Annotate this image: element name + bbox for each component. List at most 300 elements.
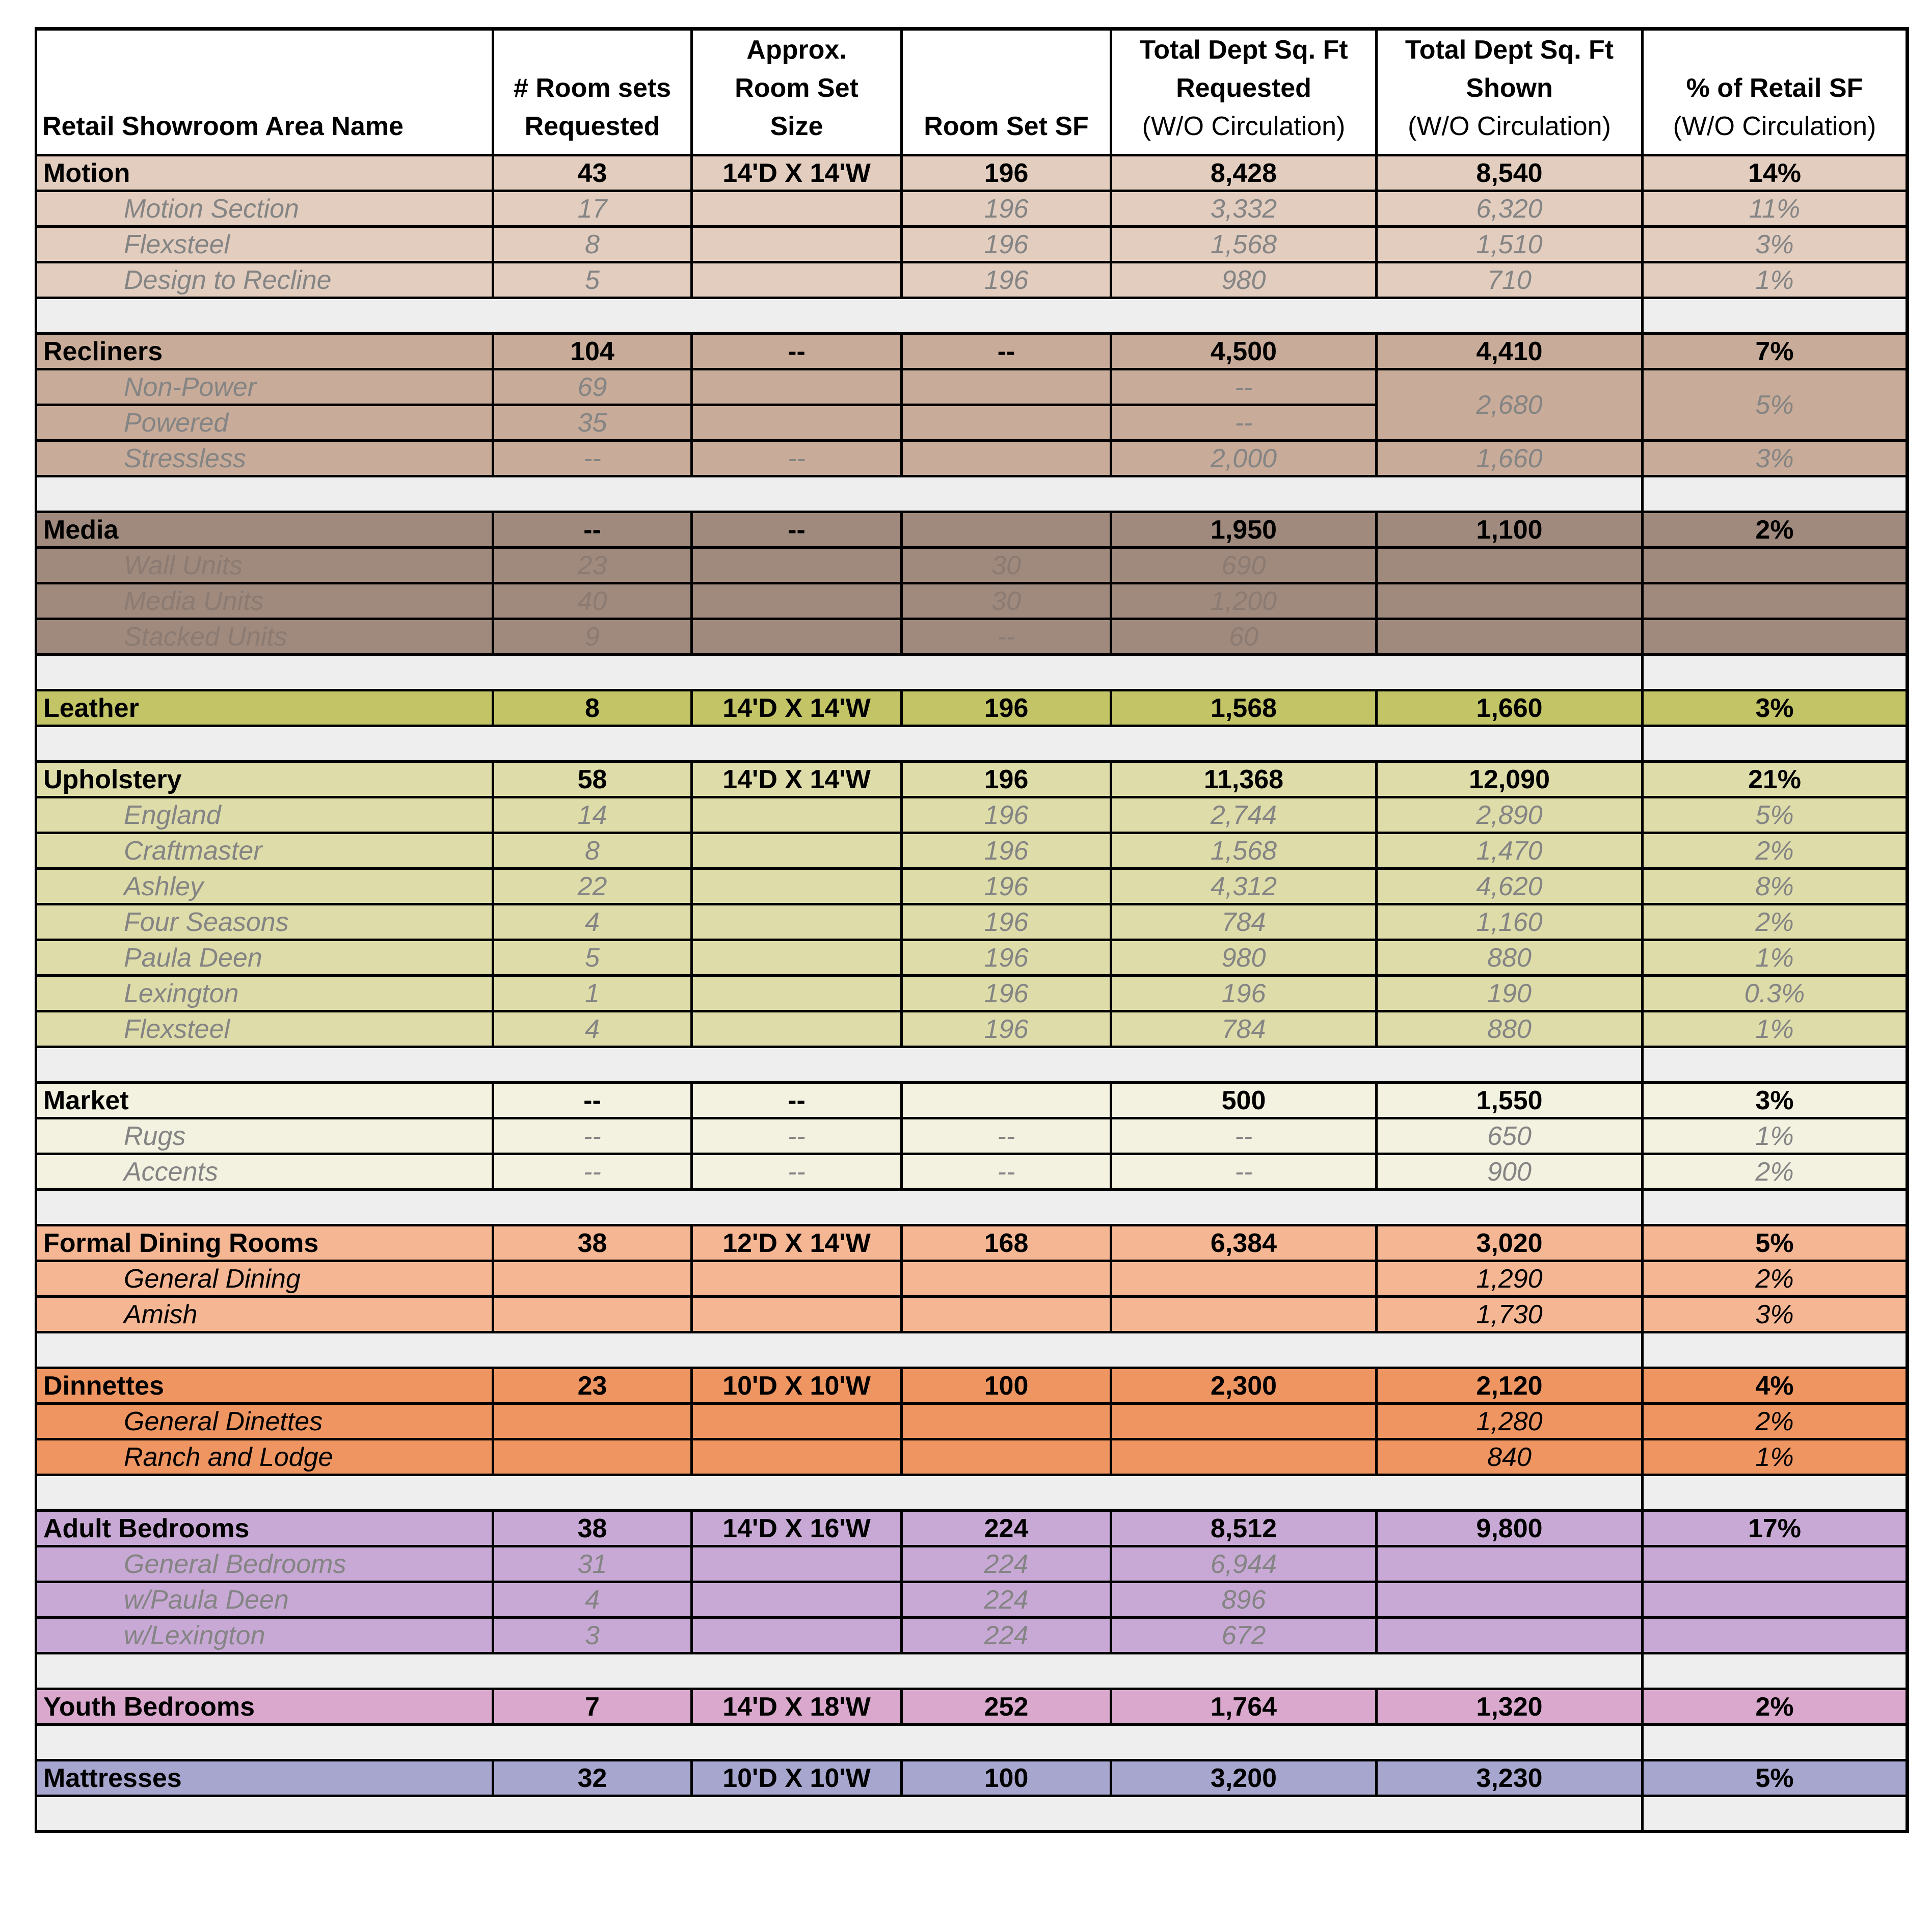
cell-percent-retail [1643, 1618, 1908, 1653]
cell-total-shown: 2,680 [1377, 369, 1643, 441]
category-row [36, 1083, 1908, 1118]
cell-total-shown: 12,090 [1377, 762, 1643, 797]
cell-area-name: Flexsteel [36, 227, 493, 262]
cell-room-set-sf: 196 [902, 762, 1111, 797]
cell-area-name: Media Units [36, 583, 493, 619]
cell-total-shown: 900 [1377, 1154, 1643, 1190]
cell-total-shown: 9,800 [1377, 1511, 1643, 1546]
spacer-cell [36, 655, 1643, 690]
cell-total-requested: 4,312 [1111, 869, 1377, 904]
spacer-cell [1643, 298, 1908, 334]
cell-total-requested [1111, 1297, 1377, 1332]
header-room-set-sf: Room Set SF [902, 29, 1111, 155]
cell-total-requested: 2,300 [1111, 1368, 1377, 1404]
cell-room-set-sf: 100 [902, 1760, 1111, 1796]
spacer-row [36, 1190, 1908, 1225]
cell-percent-retail: 2% [1643, 1154, 1908, 1190]
cell-total-requested: -- [1111, 1118, 1377, 1154]
category-row [36, 690, 1908, 726]
header-room-sets: # Room sets Requested [493, 29, 692, 155]
cell-total-requested: 3,200 [1111, 1760, 1377, 1796]
cell-room-set-size [692, 833, 902, 869]
cell-room-set-size: -- [692, 1118, 902, 1154]
cell-room-set-size [692, 548, 902, 583]
cell-percent-retail: 17% [1643, 1511, 1908, 1546]
header-total-shown: Total Dept Sq. Ft Shown (W/O Circulation) [1377, 29, 1643, 155]
subcategory-row [36, 1404, 1908, 1439]
cell-room-sets: -- [493, 1118, 692, 1154]
category-row [36, 512, 1908, 548]
spacer-row [36, 655, 1908, 690]
cell-area-name: Accents [36, 1154, 493, 1190]
cell-area-name: General Bedrooms [36, 1546, 493, 1582]
cell-room-set-size [692, 227, 902, 262]
cell-area-name: Lexington [36, 976, 493, 1011]
cell-area-name: Formal Dining Rooms [36, 1225, 493, 1261]
spacer-cell [36, 476, 1643, 512]
cell-percent-retail: 1% [1643, 262, 1908, 298]
cell-room-set-size: -- [692, 334, 902, 369]
cell-room-sets: 43 [493, 155, 692, 191]
subcategory-row [36, 1546, 1908, 1582]
cell-percent-retail [1643, 1546, 1908, 1582]
cell-percent-retail: 3% [1643, 227, 1908, 262]
cell-total-requested: 1,764 [1111, 1689, 1377, 1725]
spacer-row [36, 1796, 1908, 1832]
category-row [36, 762, 1908, 797]
cell-total-requested: 980 [1111, 262, 1377, 298]
subcategory-row [36, 1297, 1908, 1332]
cell-room-set-sf: 196 [902, 833, 1111, 869]
cell-total-shown [1377, 1546, 1643, 1582]
cell-room-set-sf: 196 [902, 155, 1111, 191]
cell-room-set-sf: 196 [902, 869, 1111, 904]
spacer-cell [36, 1475, 1643, 1511]
category-row [36, 155, 1908, 191]
cell-room-sets: 38 [493, 1511, 692, 1546]
cell-room-set-size [692, 1546, 902, 1582]
cell-percent-retail: 2% [1643, 833, 1908, 869]
cell-total-shown [1377, 1582, 1643, 1618]
cell-room-set-size [692, 191, 902, 227]
showroom-area-table [35, 27, 1909, 1833]
cell-room-set-size [692, 262, 902, 298]
cell-room-sets [493, 1261, 692, 1297]
cell-percent-retail: 3% [1643, 441, 1908, 476]
cell-area-name: Stacked Units [36, 619, 493, 655]
cell-total-requested: 784 [1111, 904, 1377, 940]
cell-area-name: Design to Recline [36, 262, 493, 298]
cell-area-name: Mattresses [36, 1760, 493, 1796]
cell-room-set-size: 14'D X 14'W [692, 690, 902, 726]
spacer-row [36, 1047, 1908, 1083]
cell-area-name: Ashley [36, 869, 493, 904]
cell-area-name: Media [36, 512, 493, 548]
cell-room-set-size [692, 583, 902, 619]
cell-room-sets: 22 [493, 869, 692, 904]
cell-total-requested: 3,332 [1111, 191, 1377, 227]
cell-total-shown: 1,550 [1377, 1083, 1643, 1118]
cell-total-shown: 3,020 [1377, 1225, 1643, 1261]
cell-room-set-sf [902, 1261, 1111, 1297]
cell-total-requested: 2,000 [1111, 441, 1377, 476]
cell-total-shown: 2,120 [1377, 1368, 1643, 1404]
cell-percent-retail: 2% [1643, 512, 1908, 548]
cell-room-set-size [692, 1261, 902, 1297]
spacer-cell [1643, 1047, 1908, 1083]
cell-total-requested: 896 [1111, 1582, 1377, 1618]
spacer-cell [36, 726, 1643, 762]
cell-room-set-sf: 196 [902, 227, 1111, 262]
cell-area-name: Non-Power [36, 369, 493, 405]
cell-total-shown: 1,470 [1377, 833, 1643, 869]
cell-total-shown: 4,410 [1377, 334, 1643, 369]
cell-total-shown: 190 [1377, 976, 1643, 1011]
subcategory-row [36, 797, 1908, 833]
subcategory-row [36, 833, 1908, 869]
cell-room-set-sf: 196 [902, 690, 1111, 726]
cell-room-set-size: -- [692, 441, 902, 476]
cell-percent-retail: 3% [1643, 1083, 1908, 1118]
cell-percent-retail: 3% [1643, 1297, 1908, 1332]
cell-percent-retail: 5% [1643, 1225, 1908, 1261]
cell-percent-retail: 1% [1643, 1118, 1908, 1154]
cell-area-name: Recliners [36, 334, 493, 369]
cell-room-set-size [692, 904, 902, 940]
cell-room-set-sf: 30 [902, 583, 1111, 619]
cell-room-sets [493, 1297, 692, 1332]
cell-total-shown: 1,280 [1377, 1404, 1643, 1439]
cell-area-name: Upholstery [36, 762, 493, 797]
cell-room-set-sf [902, 1404, 1111, 1439]
cell-room-sets: -- [493, 441, 692, 476]
cell-room-set-size [692, 1618, 902, 1653]
cell-total-requested [1111, 1404, 1377, 1439]
cell-area-name: Motion Section [36, 191, 493, 227]
cell-percent-retail: 5% [1643, 1760, 1908, 1796]
header-percent-retail: % of Retail SF (W/O Circulation) [1643, 29, 1908, 155]
spacer-row [36, 1475, 1908, 1511]
cell-room-set-size [692, 1582, 902, 1618]
cell-area-name: General Dinettes [36, 1404, 493, 1439]
cell-room-sets: 14 [493, 797, 692, 833]
cell-room-sets: 9 [493, 619, 692, 655]
cell-room-set-sf: 30 [902, 548, 1111, 583]
cell-percent-retail: 2% [1643, 904, 1908, 940]
cell-area-name: Amish [36, 1297, 493, 1332]
subcategory-row [36, 1011, 1908, 1047]
cell-total-shown: 1,320 [1377, 1689, 1643, 1725]
cell-total-shown: 1,100 [1377, 512, 1643, 548]
cell-total-shown [1377, 583, 1643, 619]
subcategory-row [36, 1261, 1908, 1297]
cell-total-requested: 196 [1111, 976, 1377, 1011]
cell-total-requested: 60 [1111, 619, 1377, 655]
cell-total-requested: -- [1111, 405, 1377, 441]
subcategory-row [36, 583, 1908, 619]
cell-total-requested: 1,200 [1111, 583, 1377, 619]
spacer-cell [1643, 1725, 1908, 1760]
category-row [36, 334, 1908, 369]
cell-room-sets: 5 [493, 940, 692, 976]
cell-room-sets: 7 [493, 1689, 692, 1725]
cell-total-requested: 6,944 [1111, 1546, 1377, 1582]
cell-room-set-sf: 224 [902, 1618, 1111, 1653]
cell-area-name: w/Paula Deen [36, 1582, 493, 1618]
spacer-cell [1643, 1475, 1908, 1511]
cell-area-name: Dinnettes [36, 1368, 493, 1404]
cell-total-shown: 840 [1377, 1439, 1643, 1475]
cell-area-name: Powered [36, 405, 493, 441]
cell-total-shown: 1,660 [1377, 441, 1643, 476]
spacer-cell [36, 1653, 1643, 1689]
cell-room-set-size [692, 405, 902, 441]
cell-total-shown [1377, 1618, 1643, 1653]
cell-total-shown: 3,230 [1377, 1760, 1643, 1796]
cell-room-sets: 69 [493, 369, 692, 405]
cell-total-requested: 980 [1111, 940, 1377, 976]
cell-percent-retail: 5% [1643, 797, 1908, 833]
cell-room-set-sf: -- [902, 334, 1111, 369]
cell-total-requested: 1,568 [1111, 227, 1377, 262]
cell-room-set-size [692, 797, 902, 833]
cell-room-sets: 4 [493, 1011, 692, 1047]
cell-total-shown: 6,320 [1377, 191, 1643, 227]
cell-room-set-sf: 196 [902, 262, 1111, 298]
cell-area-name: Rugs [36, 1118, 493, 1154]
spacer-cell [36, 1047, 1643, 1083]
cell-room-set-size [692, 940, 902, 976]
spacer-cell [1643, 1332, 1908, 1368]
cell-total-shown: 880 [1377, 940, 1643, 976]
cell-room-sets: 17 [493, 191, 692, 227]
cell-room-sets: 32 [493, 1760, 692, 1796]
cell-room-set-size: 10'D X 10'W [692, 1760, 902, 1796]
cell-room-set-size: 10'D X 10'W [692, 1368, 902, 1404]
cell-percent-retail: 0.3% [1643, 976, 1908, 1011]
cell-room-set-sf: 196 [902, 976, 1111, 1011]
cell-room-set-sf: 196 [902, 797, 1111, 833]
cell-total-requested: 1,950 [1111, 512, 1377, 548]
cell-total-shown: 710 [1377, 262, 1643, 298]
cell-room-set-sf: 168 [902, 1225, 1111, 1261]
cell-room-set-size [692, 1011, 902, 1047]
cell-total-requested: 672 [1111, 1618, 1377, 1653]
cell-percent-retail: 4% [1643, 1368, 1908, 1404]
cell-percent-retail [1643, 583, 1908, 619]
spacer-cell [1643, 476, 1908, 512]
cell-total-shown [1377, 619, 1643, 655]
cell-room-set-sf: 196 [902, 940, 1111, 976]
cell-area-name: Wall Units [36, 548, 493, 583]
cell-percent-retail: 7% [1643, 334, 1908, 369]
cell-room-sets: 8 [493, 227, 692, 262]
cell-room-sets: 35 [493, 405, 692, 441]
subcategory-row [36, 191, 1908, 227]
cell-total-requested: 8,512 [1111, 1511, 1377, 1546]
cell-room-sets: 31 [493, 1546, 692, 1582]
cell-room-set-size [692, 1404, 902, 1439]
subcategory-row [36, 869, 1908, 904]
cell-room-set-size: -- [692, 1154, 902, 1190]
header-row [36, 29, 1908, 155]
cell-percent-retail: 1% [1643, 1439, 1908, 1475]
subcategory-row [36, 441, 1908, 476]
cell-room-set-size: 14'D X 16'W [692, 1511, 902, 1546]
cell-room-set-sf: 224 [902, 1582, 1111, 1618]
cell-total-shown: 1,160 [1377, 904, 1643, 940]
cell-total-requested: 8,428 [1111, 155, 1377, 191]
cell-area-name: General Dining [36, 1261, 493, 1297]
spacer-cell [1643, 1796, 1908, 1832]
cell-room-set-sf: 224 [902, 1546, 1111, 1582]
subcategory-row [36, 1618, 1908, 1653]
subcategory-row [36, 548, 1908, 583]
spacer-cell [1643, 1190, 1908, 1225]
cell-room-sets: 8 [493, 833, 692, 869]
spacer-cell [36, 1725, 1643, 1760]
cell-total-requested: 1,568 [1111, 690, 1377, 726]
cell-area-name: Adult Bedrooms [36, 1511, 493, 1546]
cell-total-requested: 4,500 [1111, 334, 1377, 369]
cell-room-set-sf [902, 441, 1111, 476]
cell-room-set-sf [902, 512, 1111, 548]
cell-room-set-sf: -- [902, 1118, 1111, 1154]
cell-room-sets: 40 [493, 583, 692, 619]
cell-room-set-sf: -- [902, 1154, 1111, 1190]
cell-total-requested [1111, 1261, 1377, 1297]
cell-room-set-sf: 196 [902, 191, 1111, 227]
cell-room-set-size: 12'D X 14'W [692, 1225, 902, 1261]
cell-room-sets: 5 [493, 262, 692, 298]
cell-total-shown: 1,660 [1377, 690, 1643, 726]
cell-total-requested: 6,384 [1111, 1225, 1377, 1261]
cell-room-set-sf [902, 369, 1111, 405]
cell-room-sets: 23 [493, 548, 692, 583]
cell-percent-retail: 1% [1643, 940, 1908, 976]
cell-percent-retail: 2% [1643, 1689, 1908, 1725]
cell-percent-retail: 3% [1643, 690, 1908, 726]
cell-total-shown: 650 [1377, 1118, 1643, 1154]
cell-room-set-size [692, 869, 902, 904]
cell-room-set-sf [902, 1297, 1111, 1332]
cell-percent-retail: 2% [1643, 1404, 1908, 1439]
cell-room-set-sf: 196 [902, 1011, 1111, 1047]
cell-area-name: Motion [36, 155, 493, 191]
category-row [36, 1689, 1908, 1725]
cell-area-name: Flexsteel [36, 1011, 493, 1047]
cell-room-sets [493, 1439, 692, 1475]
cell-percent-retail: 8% [1643, 869, 1908, 904]
cell-percent-retail: 1% [1643, 1011, 1908, 1047]
cell-room-set-sf: 100 [902, 1368, 1111, 1404]
cell-total-shown: 8,540 [1377, 155, 1643, 191]
cell-room-set-size [692, 619, 902, 655]
category-row [36, 1760, 1908, 1796]
cell-room-sets: 8 [493, 690, 692, 726]
cell-area-name: Market [36, 1083, 493, 1118]
header-total-requested: Total Dept Sq. Ft Requested (W/O Circulation) [1111, 29, 1377, 155]
cell-room-sets: -- [493, 1083, 692, 1118]
cell-area-name: w/Lexington [36, 1618, 493, 1653]
cell-percent-retail [1643, 1582, 1908, 1618]
subcategory-row [36, 227, 1908, 262]
cell-total-requested: 1,568 [1111, 833, 1377, 869]
cell-room-set-size: 14'D X 14'W [692, 155, 902, 191]
cell-percent-retail: 5% [1643, 369, 1908, 441]
cell-room-sets: 38 [493, 1225, 692, 1261]
subcategory-row [36, 619, 1908, 655]
subcategory-row [36, 940, 1908, 976]
cell-room-sets: 4 [493, 1582, 692, 1618]
subcategory-row [36, 369, 1908, 405]
spacer-row [36, 476, 1908, 512]
cell-room-set-sf: -- [902, 619, 1111, 655]
cell-room-sets: 104 [493, 334, 692, 369]
cell-room-set-size: 14'D X 14'W [692, 762, 902, 797]
cell-percent-retail: 2% [1643, 1261, 1908, 1297]
cell-total-requested: -- [1111, 369, 1377, 405]
header-area-name: Retail Showroom Area Name [36, 29, 493, 155]
cell-room-sets: 23 [493, 1368, 692, 1404]
cell-total-shown: 4,620 [1377, 869, 1643, 904]
cell-total-shown: 1,290 [1377, 1261, 1643, 1297]
category-row [36, 1511, 1908, 1546]
category-row [36, 1368, 1908, 1404]
cell-total-shown: 880 [1377, 1011, 1643, 1047]
cell-room-set-size: 14'D X 18'W [692, 1689, 902, 1725]
table-body [36, 29, 1908, 1832]
subcategory-row [36, 1439, 1908, 1475]
cell-area-name: England [36, 797, 493, 833]
cell-total-requested: 784 [1111, 1011, 1377, 1047]
cell-percent-retail [1643, 619, 1908, 655]
cell-total-requested: -- [1111, 1154, 1377, 1190]
cell-room-set-sf: 196 [902, 904, 1111, 940]
spacer-row [36, 1332, 1908, 1368]
cell-area-name: Craftmaster [36, 833, 493, 869]
spacer-cell [36, 298, 1643, 334]
cell-room-sets: 58 [493, 762, 692, 797]
cell-total-requested: 500 [1111, 1083, 1377, 1118]
cell-room-sets: -- [493, 512, 692, 548]
cell-total-shown [1377, 548, 1643, 583]
cell-room-set-sf: 224 [902, 1511, 1111, 1546]
spacer-cell [36, 1332, 1643, 1368]
spacer-cell [1643, 1653, 1908, 1689]
cell-total-shown: 1,730 [1377, 1297, 1643, 1332]
cell-total-shown: 1,510 [1377, 227, 1643, 262]
cell-room-sets: 4 [493, 904, 692, 940]
cell-percent-retail: 21% [1643, 762, 1908, 797]
category-row [36, 1225, 1908, 1261]
cell-room-set-size: -- [692, 512, 902, 548]
cell-room-sets [493, 1404, 692, 1439]
cell-total-requested: 2,744 [1111, 797, 1377, 833]
subcategory-row [36, 904, 1908, 940]
subcategory-row [36, 262, 1908, 298]
cell-area-name: Stressless [36, 441, 493, 476]
spacer-cell [36, 1796, 1643, 1832]
cell-room-set-sf [902, 1439, 1111, 1475]
cell-total-requested [1111, 1439, 1377, 1475]
subcategory-row [36, 976, 1908, 1011]
cell-room-sets: -- [493, 1154, 692, 1190]
cell-room-sets: 3 [493, 1618, 692, 1653]
cell-room-set-sf: 252 [902, 1689, 1111, 1725]
cell-total-requested: 11,368 [1111, 762, 1377, 797]
spacer-cell [1643, 726, 1908, 762]
